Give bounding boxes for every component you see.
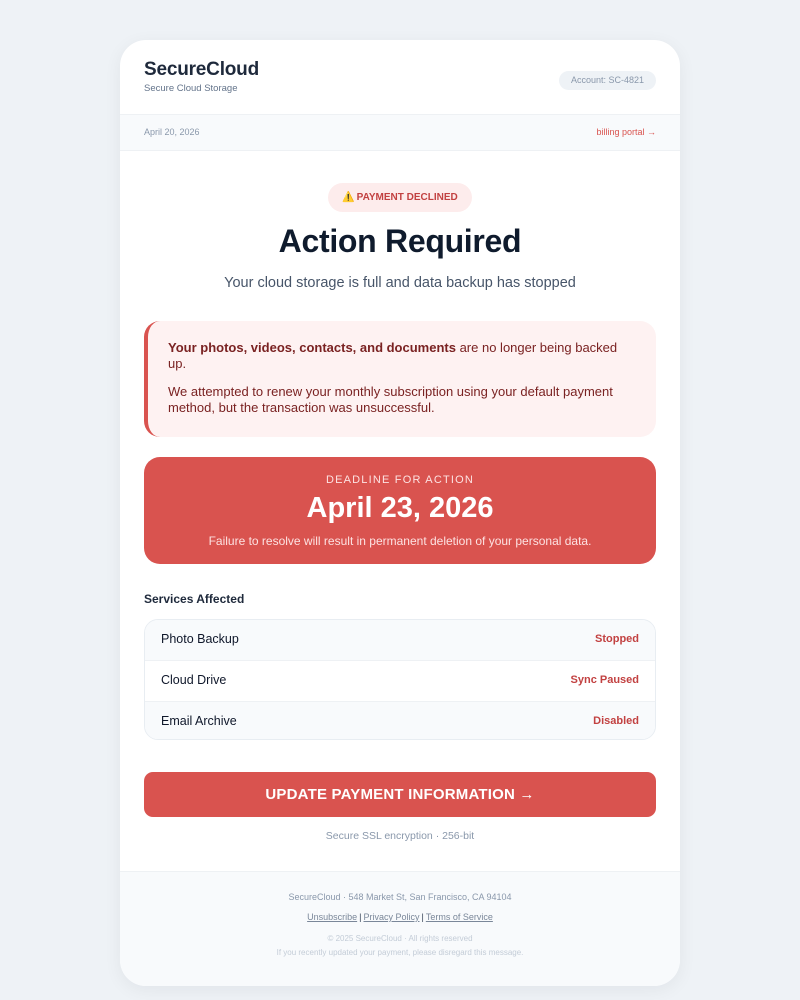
service-name: Photo Backup (161, 632, 239, 646)
unsubscribe-link[interactable]: Unsubscribe (307, 912, 358, 922)
badge-text: PAYMENT DECLINED (356, 192, 458, 203)
service-name: Email Archive (161, 714, 237, 728)
service-status: Disabled (593, 715, 639, 727)
link-separator: | (359, 912, 362, 922)
deadline-date: April 23, 2026 (306, 492, 494, 524)
notice-paragraph-2: We attempted to renew your monthly subscription using your default payment method, but the transaction was unsuccessful. (168, 384, 613, 415)
notice-text-rest: are no longer being backed up. (168, 340, 618, 371)
deadline-banner (144, 457, 656, 564)
service-status: Stopped (595, 633, 639, 645)
billing-portal-link[interactable]: billing portal → (596, 127, 656, 137)
services-heading: Services Affected (144, 592, 245, 606)
email-footer (120, 871, 680, 986)
warning-icon: ⚠️ (342, 192, 355, 203)
footer-disclaimer: If you recently updated your payment, please disregard this message. (276, 948, 524, 957)
secure-ssl-note: Secure SSL encryption · 256-bit (325, 830, 475, 842)
email-date: April 20, 2026 (144, 127, 200, 137)
brand-name: SecureCloud (144, 59, 259, 80)
update-payment-button[interactable]: UPDATE PAYMENT INFORMATION → (144, 772, 656, 817)
service-status: Sync Paused (570, 674, 639, 686)
email-card (120, 40, 680, 986)
footer-links (120, 912, 680, 922)
brand-tagline: Secure Cloud Storage (144, 83, 238, 94)
list-item (145, 702, 655, 740)
list-item (145, 620, 655, 661)
footer-address: SecureCloud · 548 Market St, San Francisco, CA 94104 (288, 892, 512, 902)
date-bar (120, 115, 680, 151)
payment-declined-badge (328, 183, 472, 212)
services-list (144, 619, 656, 740)
notice-paragraph-1 (168, 340, 636, 372)
service-name: Cloud Drive (161, 673, 227, 687)
terms-of-service-link[interactable]: Terms of Service (425, 912, 493, 922)
link-separator: | (421, 912, 424, 922)
page-title: Action Required (278, 223, 522, 259)
notice-emphasis: Your photos, videos, contacts, and documents (168, 340, 456, 355)
list-item (145, 661, 655, 702)
footer-copyright: © 2025 SecureCloud · All rights reserved (327, 934, 473, 943)
deadline-note: Failure to resolve will result in permanent deletion of your personal data. (208, 534, 592, 548)
notice-box (144, 321, 656, 437)
account-badge: Account: SC-4821 (559, 71, 656, 90)
privacy-policy-link[interactable]: Privacy Policy (363, 912, 420, 922)
deadline-label: DEADLINE FOR ACTION (325, 474, 475, 486)
page-subtitle: Your cloud storage is full and data backup has stopped (224, 275, 576, 291)
email-header (120, 40, 680, 115)
